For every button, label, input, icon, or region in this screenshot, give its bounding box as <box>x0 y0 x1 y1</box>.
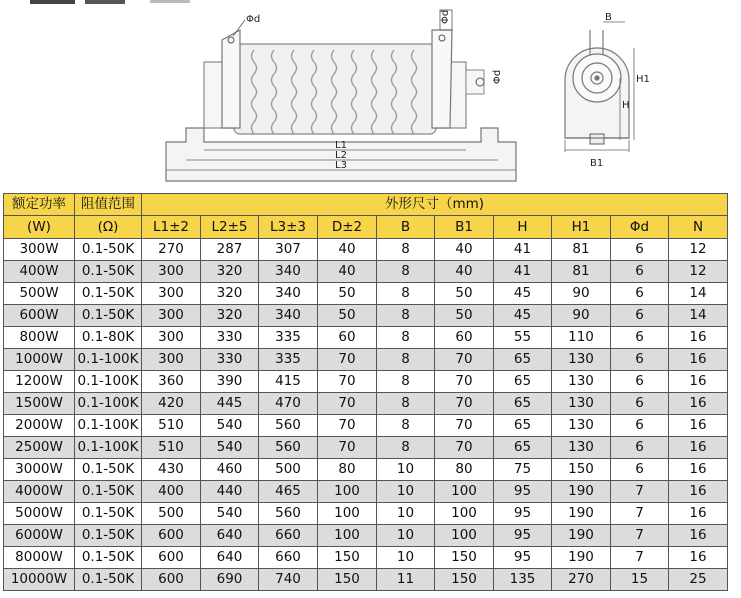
table-cell: 6 <box>611 239 669 261</box>
table-cell: 3000W <box>4 459 75 481</box>
col-header-h1: H1 <box>552 216 611 239</box>
table-row <box>4 261 728 283</box>
col-header-phi-d: Φd <box>611 216 669 239</box>
table-cell: 600 <box>142 525 201 547</box>
table-cell: 300 <box>142 305 201 327</box>
table-cell: 100 <box>318 503 377 525</box>
table-cell: 41 <box>494 261 552 283</box>
table-cell: 25 <box>669 569 728 591</box>
table-cell: 540 <box>201 415 259 437</box>
table-cell: 40 <box>318 239 377 261</box>
table-cell: 0.1-80K <box>75 327 142 349</box>
table-cell: 70 <box>435 371 494 393</box>
table-cell: 16 <box>669 525 728 547</box>
col-header-l3: L3±3 <box>259 216 318 239</box>
table-cell: 10 <box>377 503 435 525</box>
table-cell: 600W <box>4 305 75 327</box>
table-cell: 10 <box>377 525 435 547</box>
table-cell: 330 <box>201 327 259 349</box>
table-cell: 16 <box>669 437 728 459</box>
table-cell: 440 <box>201 481 259 503</box>
table-cell: 130 <box>552 437 611 459</box>
table-cell: 95 <box>494 547 552 569</box>
table-cell: 287 <box>201 239 259 261</box>
table-cell: 4000W <box>4 481 75 503</box>
table-cell: 300 <box>142 261 201 283</box>
table-cell: 15 <box>611 569 669 591</box>
table-row <box>4 481 728 503</box>
table-cell: 8 <box>377 371 435 393</box>
table-cell: 0.1-50K <box>75 239 142 261</box>
table-cell: 0.1-100K <box>75 415 142 437</box>
table-cell: 8 <box>377 239 435 261</box>
table-cell: 335 <box>259 349 318 371</box>
table-cell: 14 <box>669 283 728 305</box>
table-cell: 190 <box>552 525 611 547</box>
table-cell: 0.1-100K <box>75 437 142 459</box>
table-cell: 70 <box>318 393 377 415</box>
table-cell: 50 <box>435 283 494 305</box>
table-cell: 660 <box>259 525 318 547</box>
table-cell: 150 <box>318 569 377 591</box>
table-cell: 540 <box>201 503 259 525</box>
table-cell: 70 <box>318 437 377 459</box>
table-cell: 90 <box>552 283 611 305</box>
dim-l1-label: L1 <box>335 140 347 151</box>
phi-d-label-terminal: Φd <box>492 69 503 84</box>
table-row <box>4 525 728 547</box>
table-cell: 41 <box>494 239 552 261</box>
table-cell: 640 <box>201 525 259 547</box>
table-cell: 6 <box>611 305 669 327</box>
col-header-b: B <box>377 216 435 239</box>
table-cell: 6 <box>611 415 669 437</box>
table-cell: 40 <box>435 261 494 283</box>
table-cell: 16 <box>669 415 728 437</box>
table-cell: 0.1-50K <box>75 261 142 283</box>
table-cell: 190 <box>552 503 611 525</box>
table-cell: 40 <box>318 261 377 283</box>
table-row <box>4 283 728 305</box>
table-cell: 16 <box>669 393 728 415</box>
table-cell: 800W <box>4 327 75 349</box>
table-cell: 16 <box>669 481 728 503</box>
dim-l3-label: L3 <box>335 160 347 171</box>
table-row <box>4 569 728 591</box>
table-cell: 150 <box>552 459 611 481</box>
table-cell: 10 <box>377 481 435 503</box>
table-cell: 50 <box>435 305 494 327</box>
table-cell: 70 <box>435 393 494 415</box>
table-cell: 100 <box>435 503 494 525</box>
end-view <box>565 30 629 144</box>
table-cell: 1500W <box>4 393 75 415</box>
table-cell: 6 <box>611 393 669 415</box>
cropped-header-fragment <box>30 0 190 4</box>
table-row <box>4 239 728 261</box>
table-cell: 70 <box>435 415 494 437</box>
table-cell: 11 <box>377 569 435 591</box>
table-cell: 660 <box>259 547 318 569</box>
table-cell: 0.1-50K <box>75 481 142 503</box>
resistance-header: 阻值范围 <box>75 194 142 216</box>
table-cell: 16 <box>669 371 728 393</box>
table-cell: 190 <box>552 481 611 503</box>
table-cell: 390 <box>201 371 259 393</box>
table-cell: 50 <box>318 283 377 305</box>
table-cell: 307 <box>259 239 318 261</box>
table-cell: 0.1-50K <box>75 503 142 525</box>
table-cell: 340 <box>259 283 318 305</box>
table-cell: 300 <box>142 349 201 371</box>
table-cell: 130 <box>552 415 611 437</box>
table-cell: 6000W <box>4 525 75 547</box>
resistor-body <box>204 30 484 134</box>
table-cell: 690 <box>201 569 259 591</box>
table-cell: 55 <box>494 327 552 349</box>
table-cell: 0.1-100K <box>75 393 142 415</box>
table-cell: 560 <box>259 415 318 437</box>
table-cell: 340 <box>259 261 318 283</box>
table-row <box>4 393 728 415</box>
table-row <box>4 437 728 459</box>
table-row <box>4 547 728 569</box>
table-cell: 150 <box>318 547 377 569</box>
table-cell: 70 <box>318 371 377 393</box>
table-cell: 540 <box>201 437 259 459</box>
table-cell: 500 <box>259 459 318 481</box>
table-cell: 300 <box>142 327 201 349</box>
col-header-l2: L2±5 <box>201 216 259 239</box>
table-cell: 300W <box>4 239 75 261</box>
table-cell: 0.1-50K <box>75 569 142 591</box>
table-cell: 16 <box>669 503 728 525</box>
col-header-h: H <box>494 216 552 239</box>
table-cell: 6 <box>611 459 669 481</box>
table-cell: 65 <box>494 349 552 371</box>
table-cell: 6 <box>611 371 669 393</box>
table-cell: 1200W <box>4 371 75 393</box>
table-cell: 130 <box>552 371 611 393</box>
table-cell: 460 <box>201 459 259 481</box>
table-cell: 70 <box>435 349 494 371</box>
table-cell: 110 <box>552 327 611 349</box>
table-cell: 135 <box>494 569 552 591</box>
table-cell: 8 <box>377 393 435 415</box>
table-cell: 60 <box>318 327 377 349</box>
table-cell: 8 <box>377 349 435 371</box>
table-cell: 6 <box>611 349 669 371</box>
table-cell: 16 <box>669 547 728 569</box>
col-header-l1: L1±2 <box>142 216 201 239</box>
table-cell: 100 <box>318 525 377 547</box>
table-row <box>4 305 728 327</box>
table-cell: 500W <box>4 283 75 305</box>
table-cell: 510 <box>142 415 201 437</box>
table-cell: 5000W <box>4 503 75 525</box>
dimensions-header: 外形尺寸（mm) <box>142 194 728 216</box>
table-cell: 95 <box>494 503 552 525</box>
col-header-b1: B1 <box>435 216 494 239</box>
table-cell: 400 <box>142 481 201 503</box>
table-cell: 8000W <box>4 547 75 569</box>
table-cell: 2000W <box>4 415 75 437</box>
table-cell: 50 <box>318 305 377 327</box>
table-cell: 12 <box>669 261 728 283</box>
table-cell: 430 <box>142 459 201 481</box>
table-cell: 445 <box>201 393 259 415</box>
dim-h-label: H <box>622 100 630 111</box>
table-cell: 90 <box>552 305 611 327</box>
col-header-n: N <box>669 216 728 239</box>
table-cell: 8 <box>377 283 435 305</box>
table-cell: 740 <box>259 569 318 591</box>
table-cell: 0.1-50K <box>75 525 142 547</box>
table-cell: 560 <box>259 437 318 459</box>
table-cell: 420 <box>142 393 201 415</box>
table-cell: 70 <box>435 437 494 459</box>
table-cell: 14 <box>669 305 728 327</box>
resistor-dimension-drawing <box>0 0 741 192</box>
table-cell: 6 <box>611 327 669 349</box>
table-cell: 8 <box>377 305 435 327</box>
table-row <box>4 327 728 349</box>
table-cell: 320 <box>201 261 259 283</box>
col-header-d: D±2 <box>318 216 377 239</box>
table-cell: 45 <box>494 305 552 327</box>
power-unit-header: (W) <box>4 216 75 239</box>
table-cell: 65 <box>494 371 552 393</box>
table-cell: 81 <box>552 261 611 283</box>
table-row <box>4 415 728 437</box>
table-cell: 100 <box>435 481 494 503</box>
table-cell: 65 <box>494 415 552 437</box>
table-row <box>4 371 728 393</box>
table-row <box>4 503 728 525</box>
table-cell: 465 <box>259 481 318 503</box>
table-cell: 510 <box>142 437 201 459</box>
table-cell: 150 <box>435 569 494 591</box>
table-cell: 95 <box>494 481 552 503</box>
table-cell: 70 <box>318 349 377 371</box>
table-cell: 415 <box>259 371 318 393</box>
table-cell: 270 <box>552 569 611 591</box>
table-cell: 75 <box>494 459 552 481</box>
table-cell: 10 <box>377 459 435 481</box>
table-cell: 8 <box>377 261 435 283</box>
dim-b-label: B <box>605 12 612 23</box>
table-cell: 95 <box>494 525 552 547</box>
table-cell: 6 <box>611 437 669 459</box>
table-cell: 300 <box>142 283 201 305</box>
table-cell: 8 <box>377 327 435 349</box>
table-cell: 150 <box>435 547 494 569</box>
table-cell: 6 <box>611 283 669 305</box>
table-cell: 10000W <box>4 569 75 591</box>
table-cell: 2500W <box>4 437 75 459</box>
table-cell: 470 <box>259 393 318 415</box>
dim-h1-label: H1 <box>636 74 650 85</box>
table-cell: 70 <box>318 415 377 437</box>
table-cell: 45 <box>494 283 552 305</box>
table-cell: 16 <box>669 459 728 481</box>
table-cell: 1000W <box>4 349 75 371</box>
table-cell: 0.1-50K <box>75 459 142 481</box>
table-cell: 360 <box>142 371 201 393</box>
phi-d-label-bracket: Φd <box>246 14 261 25</box>
table-row <box>4 349 728 371</box>
table-cell: 6 <box>611 261 669 283</box>
table-cell: 100 <box>318 481 377 503</box>
table-cell: 600 <box>142 547 201 569</box>
resistor-spec-table <box>3 193 728 591</box>
table-cell: 65 <box>494 393 552 415</box>
table-cell: 320 <box>201 283 259 305</box>
table-cell: 130 <box>552 393 611 415</box>
table-cell: 16 <box>669 349 728 371</box>
table-cell: 80 <box>318 459 377 481</box>
table-cell: 7 <box>611 503 669 525</box>
table-cell: 0.1-100K <box>75 349 142 371</box>
table-cell: 500 <box>142 503 201 525</box>
table-cell: 8 <box>377 437 435 459</box>
table-cell: 600 <box>142 569 201 591</box>
table-cell: 40 <box>435 239 494 261</box>
table-cell: 8 <box>377 415 435 437</box>
table-cell: 640 <box>201 547 259 569</box>
table-cell: 340 <box>259 305 318 327</box>
table-cell: 100 <box>435 525 494 547</box>
phi-d-label-tab: Φd <box>440 9 451 24</box>
table-cell: 330 <box>201 349 259 371</box>
table-cell: 320 <box>201 305 259 327</box>
table-cell: 81 <box>552 239 611 261</box>
table-cell: 270 <box>142 239 201 261</box>
table-cell: 130 <box>552 349 611 371</box>
table-cell: 190 <box>552 547 611 569</box>
table-cell: 7 <box>611 481 669 503</box>
table-cell: 0.1-50K <box>75 547 142 569</box>
dim-l2-label: L2 <box>335 150 347 161</box>
table-cell: 7 <box>611 525 669 547</box>
table-cell: 560 <box>259 503 318 525</box>
table-cell: 400W <box>4 261 75 283</box>
table-cell: 65 <box>494 437 552 459</box>
table-cell: 0.1-50K <box>75 283 142 305</box>
table-cell: 0.1-100K <box>75 371 142 393</box>
spec-table-body <box>4 239 728 591</box>
dim-b1-label: B1 <box>590 158 604 169</box>
table-cell: 0.1-50K <box>75 305 142 327</box>
table-row <box>4 459 728 481</box>
table-cell: 16 <box>669 327 728 349</box>
table-cell: 7 <box>611 547 669 569</box>
resistance-unit-header: (Ω) <box>75 216 142 239</box>
table-cell: 60 <box>435 327 494 349</box>
power-header: 额定功率 <box>4 194 75 216</box>
table-cell: 10 <box>377 547 435 569</box>
table-cell: 335 <box>259 327 318 349</box>
table-cell: 12 <box>669 239 728 261</box>
table-cell: 80 <box>435 459 494 481</box>
